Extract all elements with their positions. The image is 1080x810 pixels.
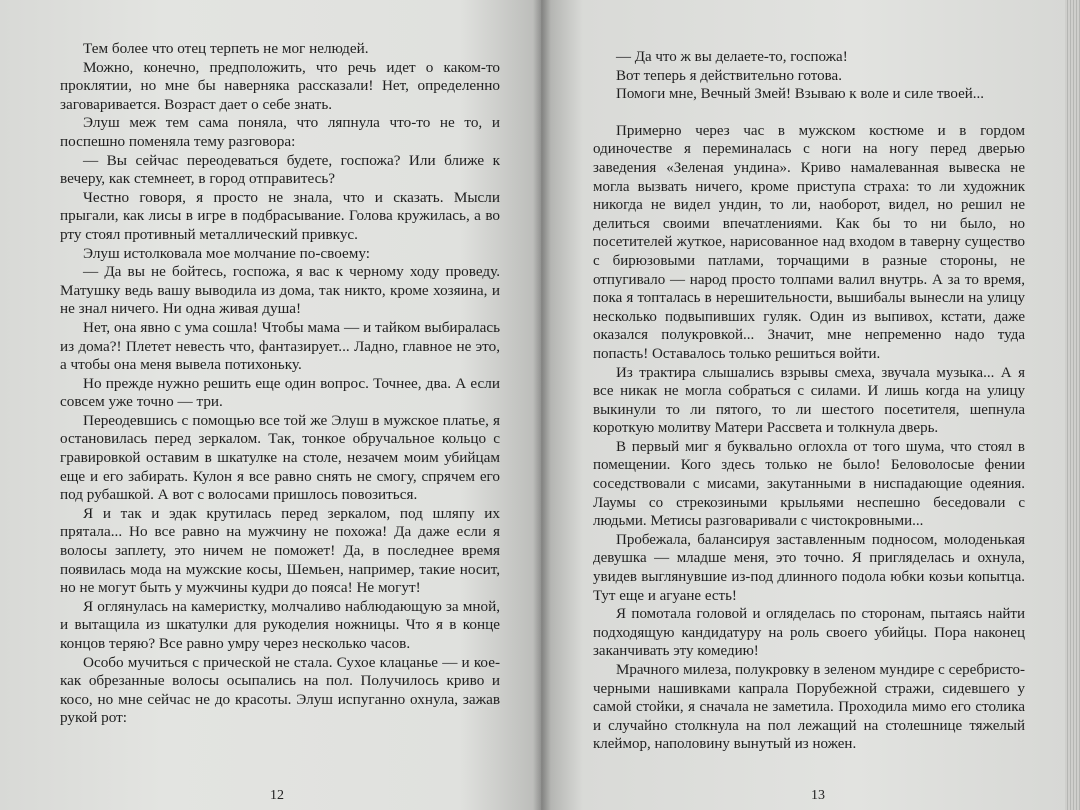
paragraph: — Да что ж вы делаете-то, госпожа!	[616, 49, 848, 65]
paragraph: Пробежала, балансируя заставленным подносом, молоденькая девушка — младше меня, это точно. Я пригляделась и охнула, увидев выглянувшие из-под длинного подола юбки козьи копытца. Тут еще и агуане есть!	[593, 531, 1025, 604]
page-number-right: 13	[811, 788, 825, 803]
right-page-text	[593, 48, 1025, 754]
right-page-main-block	[593, 122, 1025, 754]
page-number-left: 12	[270, 788, 284, 803]
paragraph: Помоги мне, Вечный Змей! Взываю к воле и силе твоей...	[616, 86, 985, 103]
paragraph: Я помотала головой и огляделась по сторонам, пытаясь найти подходящую кандидатуру на роль своего убийцы. Пора наконец заканчивать эту комедию!	[593, 606, 1025, 660]
paragraph: Я оглянулась на камеристку, молчаливо наблюдающую за мной, и вытащила из шкатулки для рукоделия ножницы. Что я в конце концов теряю? Все равно умру через несколько часов.	[60, 597, 500, 652]
paragraph: Можно, конечно, предположить, что речь идет о каком-то проклятии, но мне бы наверняка рассказали! Нет, определенно заговаривается. Возраст дает о себе знать.	[60, 58, 500, 113]
paragraph: Переодевшись с помощью все той же Элуш в мужское платье, я остановилась перед зеркалом. Так, тонкое обручальное кольцо с гравировкой оставим в шкатулке на столе, незачем моим убийцам еще и его забирать. Кулон я все равно снять не смогу, спрячем его под рубашкой. А вот с волосами пришлось повозиться.	[60, 411, 500, 504]
paragraph: Нет, она явно с ума сошла! Чтобы мама — и тайком выбиралась из дома?! Плетет невесть что, фантазирует... Ладно, главное не это, а чтобы она меня вывела потихоньку.	[60, 318, 500, 374]
paragraph: Тем более что отец терпеть не мог нелюдей.	[83, 40, 369, 57]
paragraph: Элуш истолковала мое молчание по-своему:	[83, 244, 370, 262]
paragraph: Элуш меж тем сама поняла, что ляпнула что-то не то, и поспешно поменяла тему разговора:	[60, 114, 500, 150]
right-page-top-block	[593, 48, 1025, 104]
paragraph: В первый миг я буквально оглохла от того шума, что стоял в помещении. Кого здесь только не было! Беловолосые фении соседствовали с мисами, закутанными в ниспадающие одеяния. Лаумы со стрекозиными крыльями неспешно беседовали с людьми. Метисы разговаривали с чистокровными...	[593, 438, 1025, 530]
paragraph: Вот теперь я действительно готова.	[616, 67, 842, 84]
paragraph: Но прежде нужно решить еще один вопрос. Точнее, два. А если совсем уже точно — три.	[60, 374, 500, 411]
paragraph: Честно говоря, я просто не знала, что и сказать. Мысли прыгали, как лисы в игре в подбрасывание. Голова кружилась, а во рту стоял противный металлический привкус.	[60, 188, 500, 243]
paragraph: Примерно через час в мужском костюме и в гордом одиночестве я переминалась с ноги на ногу перед дверью заведения «Зеленая ундина». Криво намалеванная вывеска не могла вызвать ничего, кроме приступа страха: то ли художник никогда не видел ундин, то ли, наоборот, видел, но решил не делиться своими впечатлениями. Как бы то ни было, но посетителей жуткое, нарисованное над входом в таверну существо с бирюзовыми патлами, торчащими в разные стороны, не отпугивало — народ просто толпами валил внутрь. А за то время, пока я топталась в нерешительности, вышибалы вынесли на улицу несколько подвыпивших гуляк. Один из выпивох, кстати, даже оказался полукровкой... Значит, мне непременно надо туда попасть! Оставалось только решиться войти.	[593, 122, 1025, 362]
paragraph: Я и так и эдак крутилась перед зеркалом, под шляпу их прятала... Но все равно на мужчину не похожа! Да даже если я волосы заплету, это ничем не поможет! Да, в последнее время появилась мода на мужские косы, Шемьен, например, такие носит, но не могут быть у мужчины кудри до пояса! Не могут!	[60, 504, 500, 597]
paragraph: Особо мучиться с прической не стала. Сухое клацанье — и кое-как обрезанные волосы осыпались на пол. Получилось криво и косо, но мне сейчас не до красоты. Элуш испуганно охнула, зажав рукой рот:	[60, 653, 500, 727]
section-break	[593, 104, 1025, 122]
book-gutter	[533, 0, 551, 810]
paragraph: — Вы сейчас переодеваться будете, госпожа? Или ближе к вечеру, как стемнеет, в город отправитесь?	[60, 151, 500, 188]
left-page-text	[60, 40, 500, 728]
page-edges	[1065, 0, 1080, 810]
paragraph: — Да вы не бойтесь, госпожа, я вас к черному ходу проведу. Матушку ведь вашу выводила из дома, так никто, кроме хозяина, и не знал ничего. Ни одна живая душа!	[60, 263, 500, 318]
right-page	[541, 0, 1065, 810]
paragraph: Мрачного милеза, полукровку в зеленом мундире с серебристо-черными нашивками капрала Порубежной стражи, сидевшего у самой стойки, я сначала не заметила. Проходила мимо его столика и случайно столкнула на пол лежащий на столешнице тяжелый клеймор, наполовину вынутый из ножен.	[593, 662, 1025, 753]
paragraph: Из трактира слышались взрывы смеха, звучала музыка... А я все никак не могла собраться с силами. И лишь когда на улицу выкинули то ли пятого, то ли шестого посетителя, шепнула короткую молитву Матери Рассвета и толкнула дверь.	[593, 364, 1025, 437]
